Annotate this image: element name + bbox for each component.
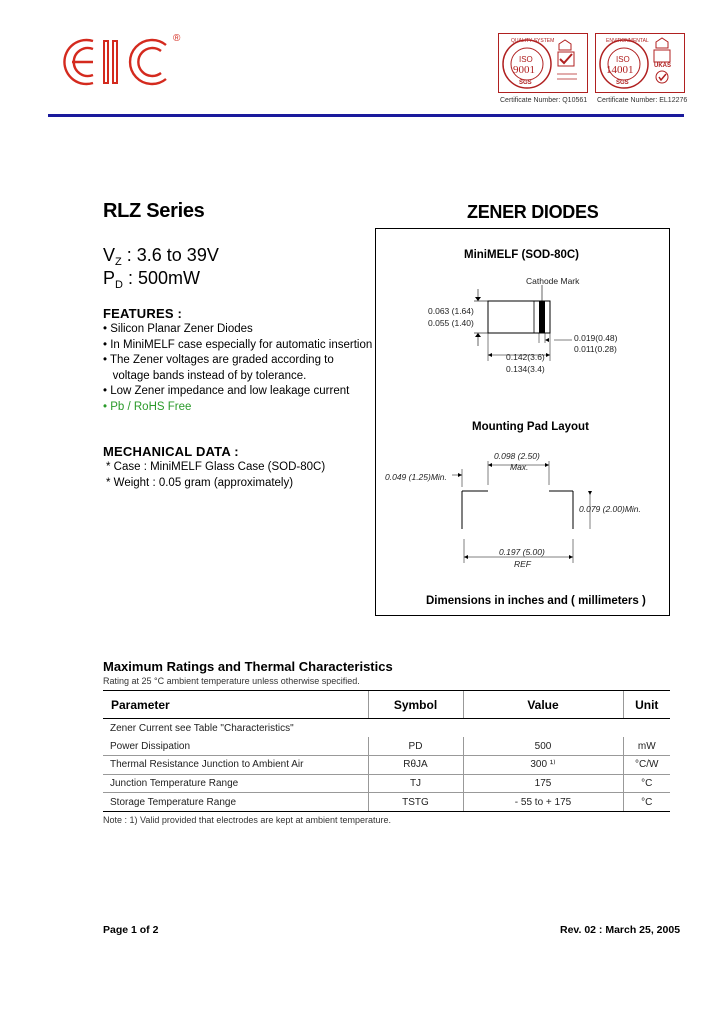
cert1-ring-text: QUALITY SYSTEM (511, 38, 555, 44)
cell-parameter: Junction Temperature Range (103, 774, 368, 793)
cell-value: 175 (463, 774, 623, 793)
cert1-body: SGS (519, 80, 532, 86)
header-value: Value (463, 691, 623, 719)
ratings-table (103, 690, 670, 812)
band-min-dim: 0.011(0.28) (574, 344, 617, 354)
package-drawing-box (375, 228, 670, 616)
band-max-dim: 0.019(0.48) (574, 333, 618, 343)
dimensions-caption: Dimensions in inches and ( millimeters ) (426, 595, 646, 607)
cell-symbol: TSTG (368, 793, 463, 812)
vz-symbol: V (103, 245, 116, 265)
cell-unit: °C (623, 774, 670, 793)
ratings-footnote: Note : 1) Valid provided that electrodes are kept at ambient temperature. (103, 815, 391, 825)
cell-parameter: Storage Temperature Range (103, 793, 368, 812)
series-title: RLZ Series (103, 200, 205, 222)
cert2-accreditation: UKAS (654, 63, 672, 69)
cell-symbol: PD (368, 737, 463, 756)
pad-total-dim: 0.197 (5.00) (499, 547, 545, 557)
table-row (103, 793, 670, 812)
mechanical-item: * Weight : 0.05 gram (approximately) (106, 476, 294, 489)
pad-total-note: REF (514, 559, 531, 569)
vz-subscript: Z (115, 256, 122, 268)
revision-date: Rev. 02 : March 25, 2005 (560, 924, 681, 936)
length-min-dim: 0.134(3.4) (506, 364, 545, 374)
cell-value: - 55 to + 175 (463, 793, 623, 812)
ratings-note: Rating at 25 °C ambient temperature unless otherwise specified. (103, 676, 360, 686)
feature-item: • Low Zener impedance and low leakage current (103, 385, 350, 397)
zener-current-note: Zener Current see Table "Characteristics" (110, 722, 294, 734)
features-list (103, 322, 372, 415)
mechanical-list (106, 460, 325, 491)
cert1-number: Certificate Number: Q10561 (500, 97, 588, 104)
header-divider (48, 114, 684, 117)
header-symbol: Symbol (368, 691, 463, 719)
feature-item: voltage bands instead of by tolerance. (103, 369, 307, 382)
diameter-min-dim: 0.055 (1.40) (428, 318, 474, 328)
vz-value: : 3.6 to 39V (126, 245, 219, 265)
cert2-ring-text: ENVIRONMENTAL (606, 38, 649, 44)
feature-item: • In MiniMELF case especially for automatic insertion (103, 338, 373, 351)
iso-14001-certificate (595, 33, 685, 93)
page-number: Page 1 of 2 (103, 924, 159, 936)
feature-item-rohs: • Pb / RoHS Free (103, 400, 192, 413)
table-row (103, 774, 670, 793)
cell-parameter: Thermal Resistance Junction to Ambient Air (103, 756, 368, 775)
cert2-body: SGS (616, 80, 629, 86)
pd-value: : 500mW (127, 268, 201, 288)
table-row (103, 719, 670, 738)
mechanical-heading: MECHANICAL DATA : (103, 444, 239, 459)
pad-gap-dim: 0.098 (2.50) (494, 451, 540, 461)
pad-width-dim: 0.049 (1.25)Min. (385, 472, 447, 482)
power-dissipation-spec (103, 268, 200, 291)
cert1-iso: ISO (519, 55, 533, 64)
zener-voltage-spec (103, 245, 219, 268)
header-parameter: Parameter (103, 691, 368, 719)
ratings-title: Maximum Ratings and Thermal Characteristics (103, 659, 393, 674)
cathode-mark-label: Cathode Mark (526, 276, 580, 286)
registered-mark: ® (173, 33, 181, 44)
mechanical-item: * Case : MiniMELF Glass Case (SOD-80C) (106, 461, 326, 473)
feature-item: • The Zener voltages are graded according to (103, 354, 334, 366)
features-heading: FEATURES : (103, 306, 183, 321)
cell-unit: mW (623, 737, 670, 756)
pad-gap-note: Max. (510, 462, 529, 472)
length-max-dim: 0.142(3.6) (506, 352, 545, 362)
package-title: MiniMELF (SOD-80C) (464, 249, 579, 261)
diameter-max-dim: 0.063 (1.64) (428, 306, 474, 316)
cell-symbol: RθJA (368, 756, 463, 775)
pad-layout-title: Mounting Pad Layout (472, 421, 589, 433)
cert1-standard: 9001 (513, 64, 535, 76)
cert2-number: Certificate Number: EL12276 (597, 97, 688, 104)
eic-logo (60, 35, 185, 95)
cell-value: 500 (463, 737, 623, 756)
cert2-iso: ISO (616, 55, 630, 64)
cell-value: 300 ¹⁾ (463, 756, 623, 775)
pd-symbol: P (103, 268, 116, 288)
iso-9001-certificate (498, 33, 588, 93)
table-row (103, 737, 670, 756)
product-type-title: ZENER DIODES (467, 202, 599, 222)
cell-parameter: Power Dissipation (103, 737, 368, 756)
cert2-standard: 14001 (606, 64, 634, 76)
feature-item: • Silicon Planar Zener Diodes (103, 323, 253, 335)
pad-height-dim: 0.079 (2.00)Min. (579, 504, 641, 514)
cell-unit: °C (623, 793, 670, 812)
pd-subscript: D (115, 279, 123, 291)
cell-symbol: TJ (368, 774, 463, 793)
header-unit: Unit (623, 691, 670, 719)
cell-unit: °C/W (623, 756, 670, 775)
table-row (103, 756, 670, 775)
